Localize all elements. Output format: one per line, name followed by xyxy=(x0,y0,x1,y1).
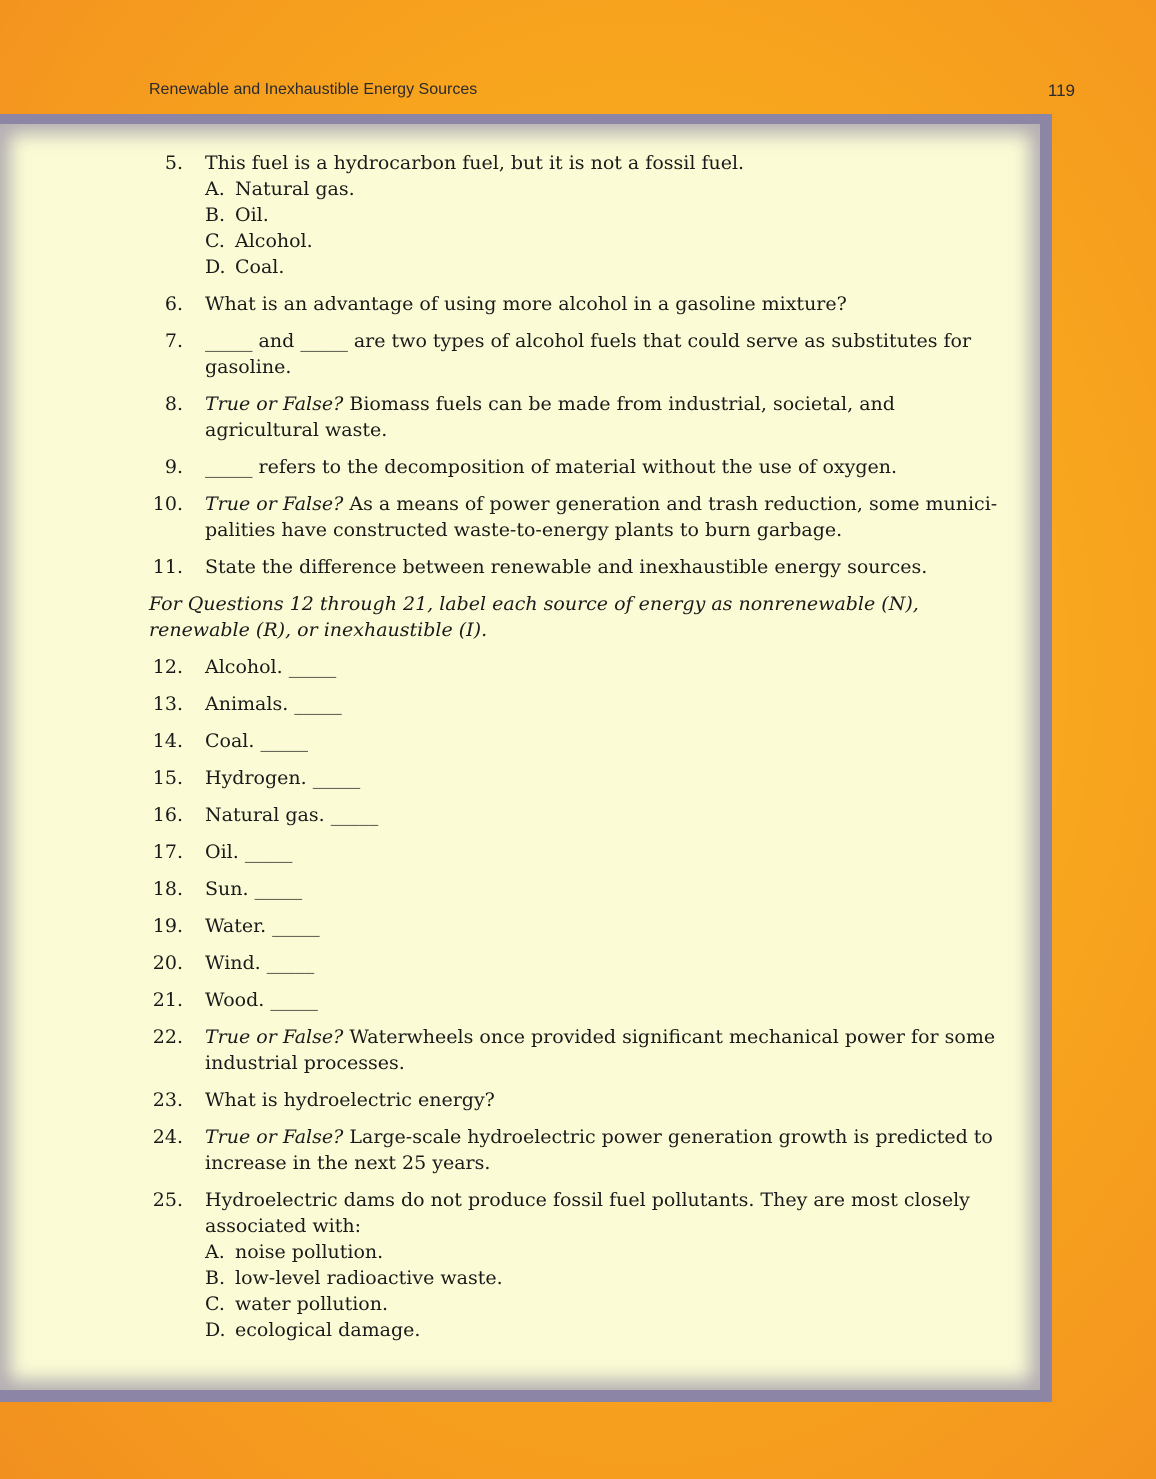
running-title: Renewable and Inexhaustible Energy Sources xyxy=(149,81,478,98)
answer-blank: _____ xyxy=(266,952,315,974)
question-text: _____ refers to the decomposition of material without the use of oxygen. xyxy=(205,456,898,478)
question-number: 8. xyxy=(164,393,183,415)
question-number: 22. xyxy=(152,1026,183,1048)
answer-blank: _____ xyxy=(312,767,361,789)
question-25 xyxy=(149,1187,1009,1343)
question-list xyxy=(149,150,1009,1354)
option-b: B. low-level radioactive waste. xyxy=(205,1267,503,1289)
question-23 xyxy=(149,1087,1009,1113)
option-d: D. ecological damage. xyxy=(205,1319,421,1341)
option-a: A. noise pollution. xyxy=(205,1241,384,1263)
option-a: A. Natural gas. xyxy=(205,178,355,200)
question-text: True or False? Biomass fuels can be made from industrial, societal, and agricultural waste. xyxy=(205,393,895,441)
option-c: C. Alcohol. xyxy=(205,230,313,252)
true-false-label: True or False? xyxy=(205,493,344,515)
answer-blank: _____ xyxy=(330,804,379,826)
section-instruction: For Questions 12 through 21, label each source of energy as nonrenewable (N), renewable (R), or inexhaustible (I). xyxy=(149,593,919,641)
question-number: 23. xyxy=(152,1089,183,1111)
question-number: 25. xyxy=(152,1189,183,1211)
answer-blank: _____ xyxy=(254,878,303,900)
answer-blank: _____ xyxy=(205,330,253,352)
page-header xyxy=(149,81,1075,103)
answer-blank: _____ xyxy=(288,656,337,678)
question-11 xyxy=(149,554,1009,580)
question-14: 14. Coal. _____ xyxy=(152,730,308,752)
question-text: True or False? Large-scale hydroelectric power generation growth is predicted to increase in the next 25 years. xyxy=(205,1126,993,1174)
question-10 xyxy=(149,491,1009,543)
question-text: Hydroelectric dams do not produce fossil fuel pollutants. They are most closely associated with: xyxy=(205,1189,970,1237)
answer-blank: _____ xyxy=(205,456,253,478)
question-text: State the difference between renewable and inexhaustible energy sources. xyxy=(205,556,928,578)
question-number: 11. xyxy=(152,556,183,578)
answer-blank: _____ xyxy=(270,989,318,1011)
question-number: 6. xyxy=(164,293,183,315)
question-24 xyxy=(149,1124,1009,1176)
true-false-label: True or False? xyxy=(205,1126,344,1148)
question-text: What is an advantage of using more alcohol in a gasoline mixture? xyxy=(205,293,847,315)
question-6 xyxy=(149,291,1009,317)
true-false-label: True or False? xyxy=(205,1026,344,1048)
question-text: _____ and _____ are two types of alcohol fuels that could serve as substitutes for gasoline. xyxy=(205,330,972,378)
question-8 xyxy=(149,391,1009,443)
question-12: 12. Alcohol. _____ xyxy=(152,656,337,678)
question-5 xyxy=(149,150,1009,280)
label-questions xyxy=(149,654,1009,1013)
question-9 xyxy=(149,454,1009,480)
question-16: 16. Natural gas. _____ xyxy=(152,804,379,826)
answer-blank: _____ xyxy=(294,693,342,715)
option-c: C. water pollution. xyxy=(205,1293,389,1315)
question-text: What is hydroelectric energy? xyxy=(205,1089,495,1111)
question-text: True or False? Waterwheels once provided significant mechanical power for some industrial processes. xyxy=(205,1026,996,1074)
answer-blank: _____ xyxy=(300,330,348,352)
question-number: 24. xyxy=(152,1126,183,1148)
question-text: True or False? As a means of power generation and trash reduction, some munici-palities have constructed waste-to-energy plants to burn garbage. xyxy=(205,493,998,541)
answer-blank: _____ xyxy=(244,841,293,863)
question-number: 10. xyxy=(152,493,183,515)
question-19: 19. Water. _____ xyxy=(152,915,320,937)
question-20: 20. Wind. _____ xyxy=(152,952,315,974)
answer-blank: _____ xyxy=(272,915,320,937)
question-21: 21. Wood. _____ xyxy=(152,989,318,1011)
question-18: 18. Sun. _____ xyxy=(152,878,303,900)
question-17: 17. Oil. _____ xyxy=(152,841,293,863)
question-number: 7. xyxy=(164,330,183,352)
option-d: D. Coal. xyxy=(205,256,285,278)
question-text: This fuel is a hydrocarbon fuel, but it is not a fossil fuel. xyxy=(205,152,745,174)
question-22 xyxy=(149,1024,1009,1076)
page-number: 119 xyxy=(1047,81,1075,100)
true-false-label: True or False? xyxy=(205,393,344,415)
question-number: 9. xyxy=(164,456,183,478)
question-number: 5. xyxy=(164,152,183,174)
question-15: 15. Hydrogen. _____ xyxy=(152,767,361,789)
question-7 xyxy=(149,328,1009,380)
option-b: B. Oil. xyxy=(205,204,269,226)
question-13: 13. Animals. _____ xyxy=(152,693,342,715)
answer-blank: _____ xyxy=(260,730,308,752)
